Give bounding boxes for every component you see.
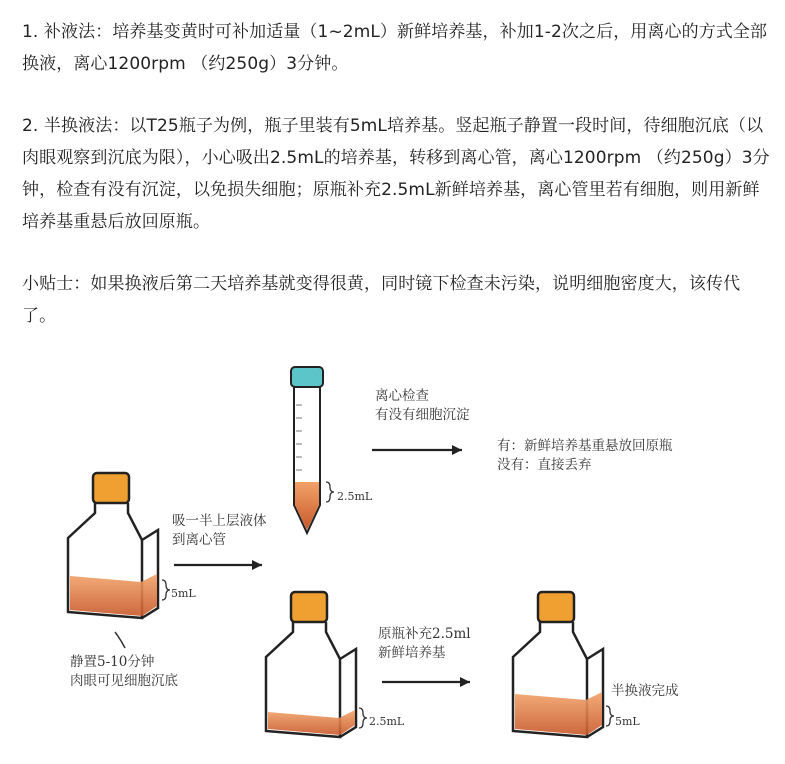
note-centrifuge-line1: 离心检查 bbox=[375, 388, 429, 404]
volume-tube: 2.5mL bbox=[337, 490, 373, 503]
flask-final-icon bbox=[513, 592, 614, 737]
note-refill-line1: 原瓶补充2.5ml bbox=[378, 626, 471, 642]
flask-half-icon bbox=[266, 592, 367, 737]
note-settle-line1: 静置5-10分钟 bbox=[70, 654, 155, 670]
note-aspirate bbox=[172, 512, 267, 550]
paragraph-supplement-method: 1. 补液法：培养基变黄时可补加适量（1~2mL）新鲜培养基，补加1-2次之后，用离心的方式全部换液，离心1200rpm （约250g）3分钟。 bbox=[22, 22, 768, 74]
note-aspirate-line1: 吸一半上层液体 bbox=[172, 513, 267, 529]
note-aspirate-line2: 到离心管 bbox=[172, 532, 226, 548]
centrifuge-tube-icon bbox=[291, 367, 334, 533]
flask-full-icon bbox=[68, 473, 170, 648]
note-result bbox=[497, 437, 673, 475]
note-settle-line2: 肉眼可见细胞沉底 bbox=[70, 673, 178, 689]
arrow-refill-icon bbox=[382, 677, 470, 687]
arrow-centrifuge-icon bbox=[372, 445, 462, 455]
note-refill-line2: 新鲜培养基 bbox=[378, 645, 446, 661]
note-centrifuge bbox=[375, 387, 470, 425]
paragraph-half-exchange-method: 2. 半换液法：以T25瓶子为例，瓶子里装有5mL培养基。竖起瓶子静置一段时间，待细胞沉底（以肉眼观察到沉底为限），小心吸出2.5mL的培养基，转移到离心管，离心1200rpm （约250g）3分钟，检查有没有沉淀，以免损失细胞；原瓶补充2.5mL新鲜培养基，离心管里若有细胞，则用新鲜培养基重悬后放回原瓶。 bbox=[22, 116, 770, 232]
paragraph-tip: 小贴士：如果换液后第二天培养基就变得很黄，同时镜下检查未污染，说明细胞密度大，该传代了。 bbox=[22, 274, 741, 326]
volume-flask-half: 2.5mL bbox=[369, 715, 405, 728]
arrow-aspirate-icon bbox=[174, 560, 262, 570]
note-result-yes: 有：新鲜培养基重悬放回原瓶 bbox=[497, 438, 673, 454]
volume-flask-final: 5mL bbox=[615, 715, 640, 728]
note-centrifuge-line2: 有没有细胞沉淀 bbox=[375, 407, 470, 423]
note-settle bbox=[70, 653, 178, 691]
note-result-no: 没有：直接丢弃 bbox=[497, 457, 592, 473]
note-done: 半换液完成 bbox=[611, 683, 679, 699]
note-refill bbox=[378, 625, 471, 663]
volume-flask-full: 5mL bbox=[171, 587, 196, 600]
